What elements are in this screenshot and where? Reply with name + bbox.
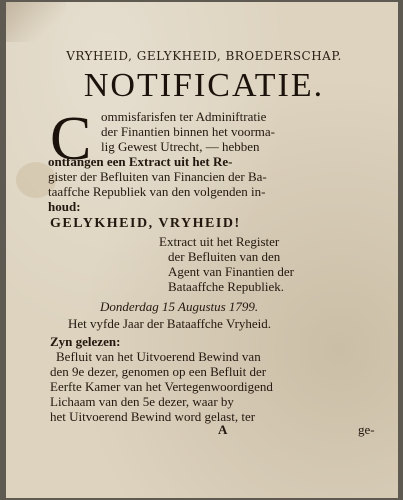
intro-line-3: lig Gewest Utrecht, — hebben (101, 139, 260, 154)
body-line-3: Eerfte Kamer van het Vertegenwoordigend (50, 379, 273, 394)
body-line-2: den 9e dezer, genomen op een Befluit der (50, 364, 267, 379)
intro-line-1: ommisfarisfen ter Adminiftratie (101, 109, 267, 124)
extract-line-3: Agent van Finantien der (168, 264, 294, 279)
section-heading: GELYKHEID, VRYHEID! (50, 216, 241, 231)
intro-line-4: ontfangen een Extract uit het Re- (48, 154, 233, 169)
motto-heading: VRYHEID, GELYKHEID, BROEDERSCHAP. (66, 49, 342, 63)
document-page (6, 2, 398, 498)
page-fold-shadow (6, 2, 66, 42)
body-line-4: Lichaam van den 5e dezer, waar by (50, 394, 234, 409)
catchword: ge- (358, 422, 375, 437)
year-line: Het vyfde Jaar der Bataaffche Vryheid. (68, 316, 272, 331)
signature-mark: A (218, 422, 228, 437)
extract-line-2: der Befluiten van den (168, 249, 281, 264)
gelezen-line: Zyn gelezen: (50, 334, 121, 349)
drop-cap-initial: C (50, 105, 92, 173)
date-line: Donderdag 15 Augustus 1799. (100, 299, 259, 314)
intro-line-2: der Finantien binnen het voorma- (101, 124, 276, 139)
intro-line-5: gister der Befluiten van Financien der Ba- (48, 169, 267, 184)
body-line-5: het Uitvoerend Bewind word gelast, ter (50, 409, 256, 424)
extract-line-4: Bataaffche Republiek. (168, 279, 284, 294)
intro-line-6: taaffche Republiek van den volgenden in- (48, 184, 266, 199)
intro-line-7: houd: (48, 199, 81, 214)
extract-line-1: Extract uit het Register (159, 234, 280, 249)
body-line-1: Befluit van het Uitvoerend Bewind van (56, 349, 261, 364)
document-title: NOTIFICATIE. (83, 67, 325, 104)
